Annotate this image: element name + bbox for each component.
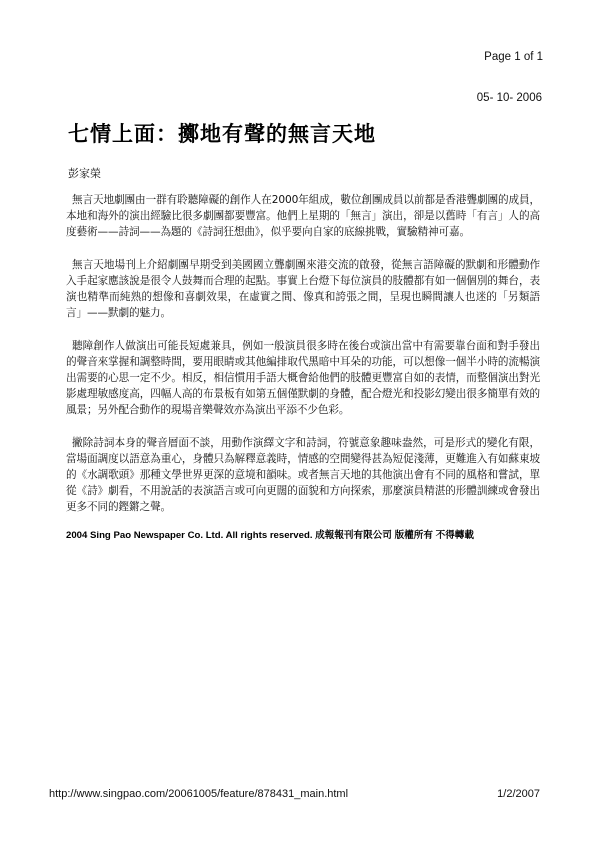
article-body [66, 192, 540, 532]
print-date: 05- 10- 2006 [476, 92, 542, 104]
source-url: http://www.singpao.com/20061005/feature/878431_main.html [49, 788, 349, 800]
article-paragraph: 聽障創作人做演出可能長短處兼具，例如一般演員很多時在後台或演出當中有需要靠台面和對手發出的聲音來掌握和調整時間，要用眼睛或其他編排取代黑暗中耳朵的功能，可以想像一個半小時的流暢演出需要的心思一定不少。相反，相信慣用手語大概會給他們的肢體更豐富自如的表情，而整個演出對光影處理敏感度高，四幅人高的布景板有如第五個僅默劇的身體，配合燈光和投影幻變出很多簡單有效的風景；另外配合動作的現場音樂聲效亦為演出平添不少色彩。 [66, 340, 540, 416]
page-count: Page 1 of 1 [484, 51, 543, 63]
article-author: 彭家榮 [68, 167, 101, 180]
footer-date: 1/2/2007 [497, 788, 540, 800]
article-paragraph: 無言天地場刊上介紹劇團早期受到美國國立聾劇團來港交流的啟發，從無言語障礙的默劇和形體動作入手起家應該說是很令人鼓舞而合理的起點。事實上台燈下每位演員的肢體都有如一個個別的舞台，表演也精準而純熟的想像和喜劇效果，在虛實之間、像真和誇張之間，呈現也瞬間讓人也迷的「另類語言」——默劇的魅力。 [66, 259, 540, 319]
article-title: 七情上面：擲地有聲的無言天地 [68, 122, 376, 146]
article-paragraph: 無言天地劇團由一群有聆聽障礙的創作人在2000年組成，數位創團成員以前都是香港聾劇團的成員，本地和海外的演出經驗比很多劇團都要豐富。他們上星期的「無言」演出，卻是以舊時「有言」人的高度藝術——詩詞——為題的《詩詞狂想曲》，似乎要向自家的底線挑戰，實驗精神可嘉。 [66, 194, 540, 238]
article-paragraph: 撇除詩詞本身的聲音層面不談，用動作演繹文字和詩詞，符號意象趣味盎然，可是形式的變化有限，當場面調度以語意為重心，身體只為解釋意義時，情感的空間變得甚為短促淺薄，更難進入有如蘇東坡的《水調歌頭》那種文學世界更深的意境和韻味。或者無言天地的其他演出會有不同的風格和嘗試，單從《詩》劇看，不用說話的表演語言或可向更闊的面貌和方向探索，那麼演員精湛的形體訓練或會發出更多不同的鏗鏘之聲。 [66, 437, 540, 513]
copyright-notice: 2004 Sing Pao Newspaper Co. Ltd. All rights reserved. 成報報刊有限公司 版權所有 不得轉載 [66, 530, 474, 541]
